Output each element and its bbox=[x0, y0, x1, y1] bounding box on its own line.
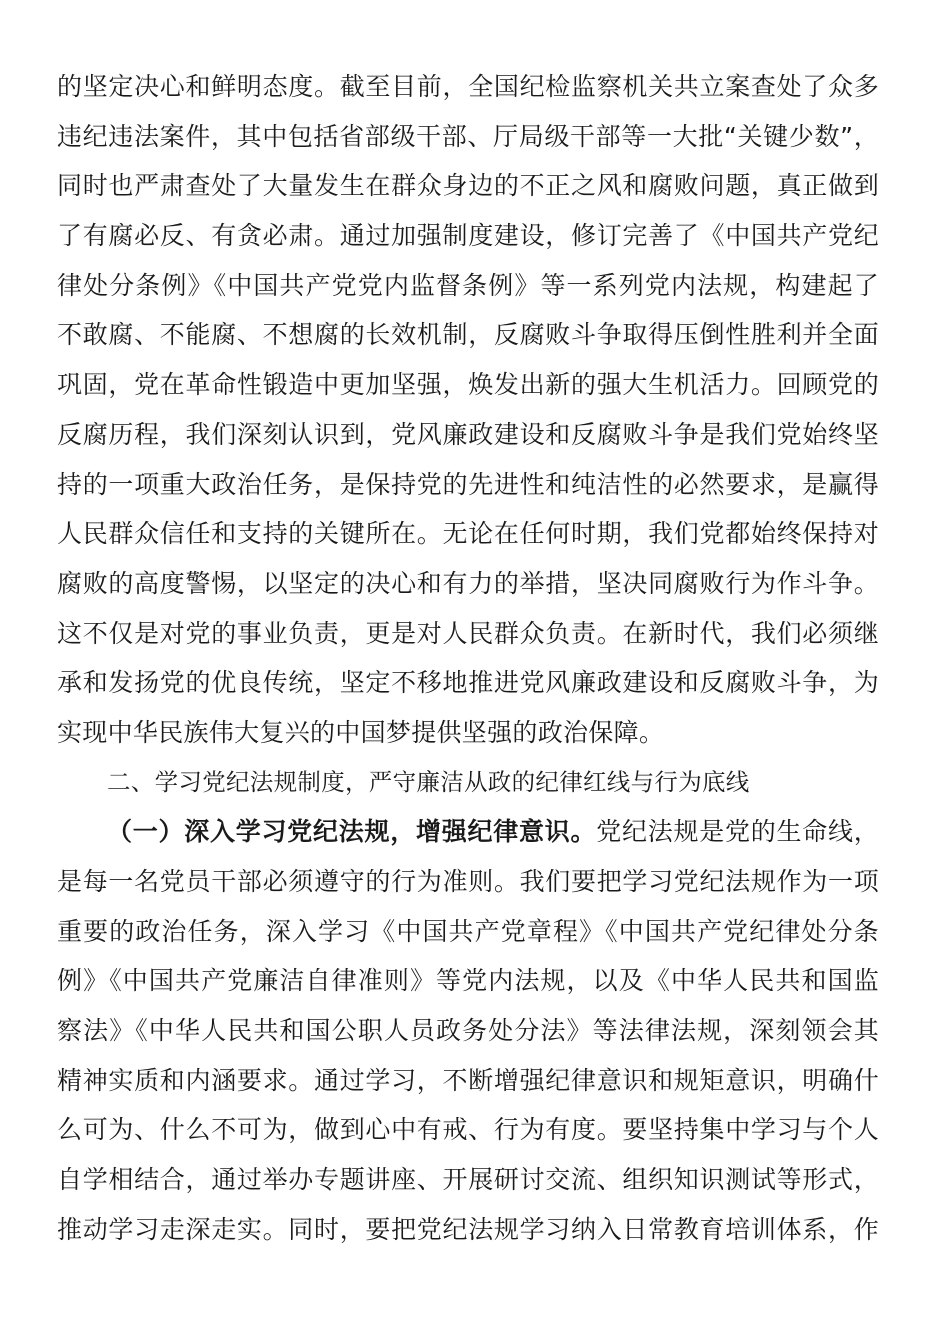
paragraph-1 bbox=[57, 62, 879, 758]
text-line: 实现中华民族伟大复兴的中国梦提供坚强的政治保障。 bbox=[57, 717, 665, 747]
text-line: 律处分条例》《中国共产党党内监督条例》等一系列党内法规，构建起了 bbox=[57, 270, 879, 300]
text-line: 持的一项重大政治任务，是保持党的先进性和纯洁性的必然要求，是赢得 bbox=[57, 469, 879, 499]
subsection-first-line bbox=[57, 807, 879, 857]
text-line: 这不仅是对党的事业负责，更是对人民群众负责。在新时代，我们必须继 bbox=[57, 618, 879, 648]
text-line: 违纪违法案件，其中包括省部级干部、厅局级干部等一大批“关键少数”， bbox=[57, 121, 879, 151]
text-line: 察法》《中华人民共和国公职人员政务处分法》等法律法规，深刻领会其 bbox=[57, 1016, 879, 1046]
text-line: 自学相结合，通过举办专题讲座、开展研讨交流、组织知识测试等形式， bbox=[57, 1165, 879, 1195]
text-line: 不敢腐、不能腐、不想腐的长效机制，反腐败斗争取得压倒性胜利并全面 bbox=[57, 320, 879, 350]
text-line: 人民群众信任和支持的关键所在。无论在任何时期，我们党都始终保持对 bbox=[57, 519, 879, 549]
text-line: 了有腐必反、有贪必肃。通过加强制度建设，修订完善了《中国共产党纪 bbox=[57, 221, 879, 251]
text-line: 重要的政治任务，深入学习《中国共产党章程》《中国共产党纪律处分条 bbox=[57, 916, 879, 946]
subsection-title: （一）深入学习党纪法规，增强纪律意识。 bbox=[107, 817, 597, 847]
text-line: 承和发扬党的优良传统，坚定不移地推进党风廉政建设和反腐败斗争，为 bbox=[57, 668, 879, 698]
text-line: 精神实质和内涵要求。通过学习，不断增强纪律意识和规矩意识，明确什 bbox=[57, 1065, 879, 1095]
text-line: 是每一名党员干部必须遵守的行为准则。我们要把学习党纪法规作为一项 bbox=[57, 867, 879, 896]
text-line: 的坚定决心和鲜明态度。截至目前，全国纪检监察机关共立案查处了众多 bbox=[57, 72, 879, 101]
text-line: 同时也严肃查处了大量发生在群众身边的不正之风和腐败问题，真正做到 bbox=[57, 171, 879, 201]
paragraph-2 bbox=[57, 807, 879, 1254]
text-line: 么可为、什么不可为，做到心中有戒、行为有度。要坚持集中学习与个人 bbox=[57, 1115, 879, 1145]
subsection-first-rest: 党纪法规是党的生命线， bbox=[596, 817, 879, 847]
text-line: 反腐历程，我们深刻认识到，党风廉政建设和反腐败斗争是我们党始终坚 bbox=[57, 419, 879, 449]
text-line: 推动学习走深走实。同时，要把党纪法规学习纳入日常教育培训体系，作 bbox=[57, 1214, 879, 1244]
section-heading: 二、学习党纪法规制度，严守廉洁从政的纪律红线与行为底线 bbox=[107, 767, 750, 796]
text-line: 腐败的高度警惕，以坚定的决心和有力的举措，坚决同腐败行为作斗争。 bbox=[57, 568, 879, 598]
text-line: 例》《中国共产党廉洁自律准则》等党内法规，以及《中华人民共和国监 bbox=[57, 966, 879, 996]
text-line: 巩固，党在革命性锻造中更加坚强，焕发出新的强大生机活力。回顾党的 bbox=[57, 370, 879, 400]
document-body bbox=[57, 62, 879, 1255]
